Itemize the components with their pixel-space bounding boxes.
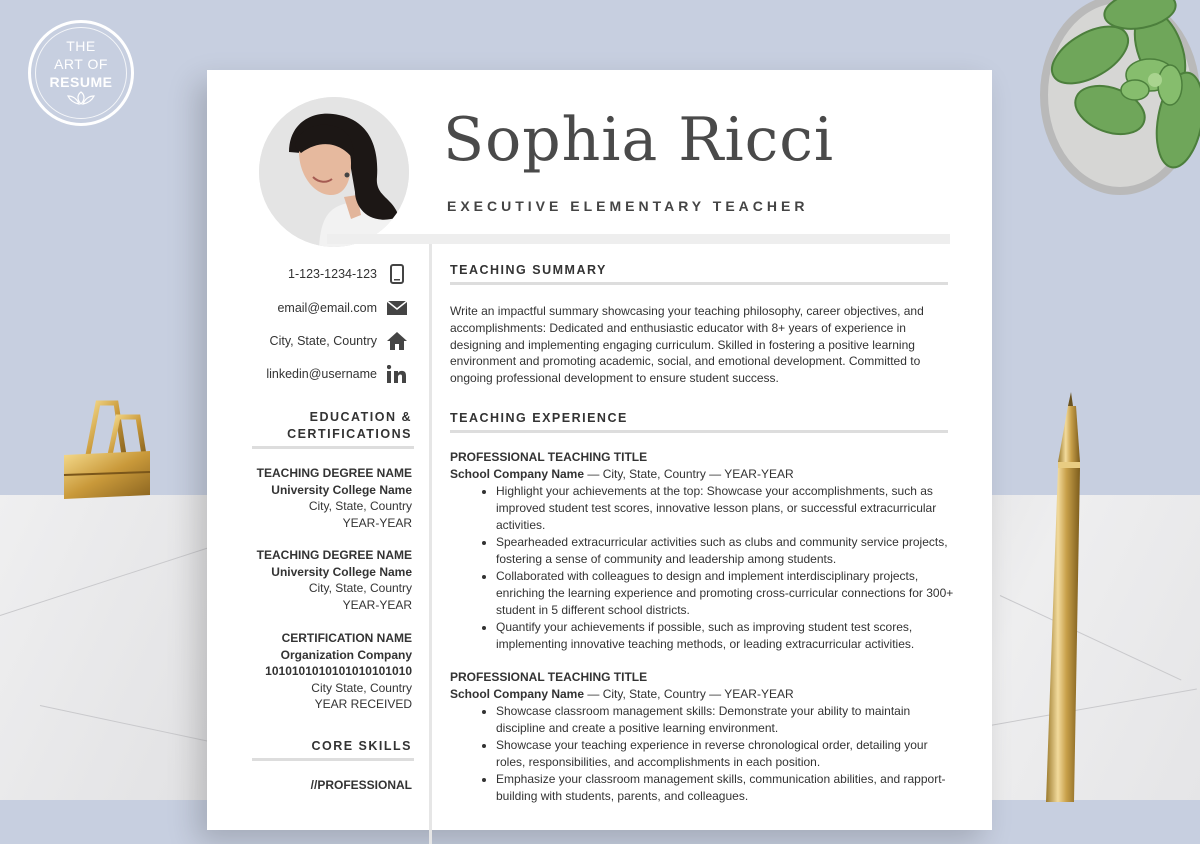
- skills-category: //PROFESSIONAL: [310, 778, 412, 792]
- column-divider: [429, 244, 432, 844]
- education-rule: [252, 446, 414, 449]
- experience-rule: [450, 430, 948, 433]
- list-item: • Showcase classroom management skills: Demonstrate your ability to maintain discipline and create a positive learning environment.: [496, 703, 955, 737]
- phone-icon: [387, 264, 407, 284]
- education-entry: TEACHING DEGREE NAME University College Name City, State, Country YEAR-YEAR: [256, 548, 412, 612]
- linkedin-icon: [387, 364, 407, 384]
- gold-pen: [1040, 392, 1080, 802]
- job-title: PROFESSIONAL TEACHING TITLE: [450, 450, 648, 464]
- education-entry: TEACHING DEGREE NAME University College Name City, State, Country YEAR-YEAR: [256, 466, 412, 530]
- resume-page: [207, 70, 992, 830]
- list-item: • Emphasize your classroom management skills, communication abilities, and rapport-building with students, parents, and colleagues.: [496, 771, 955, 805]
- envelope-icon: [387, 298, 407, 318]
- binder-clip: [58, 395, 154, 505]
- contact-email: email@email.com: [277, 298, 407, 318]
- contact-linkedin: linkedin@username: [266, 364, 407, 384]
- skills-heading: CORE SKILLS: [311, 739, 412, 753]
- summary-heading: TEACHING SUMMARY: [450, 263, 607, 277]
- contact-location: City, State, Country: [270, 331, 407, 351]
- job-company: School Company Name — City, State, Country — YEAR-YEAR: [450, 467, 794, 481]
- experience-entry: [450, 449, 955, 653]
- candidate-name: Sophia Ricci: [443, 105, 835, 175]
- job-bullets: [450, 483, 955, 653]
- house-icon: [387, 331, 407, 351]
- experience-entry: [450, 669, 955, 805]
- list-item: • Showcase your teaching experience in reverse chronological order, detailing your roles, responsibilities, and accomplishments in each position.: [496, 737, 955, 771]
- summary-text: Write an impactful summary showcasing your teaching philosophy, career objectives, and accomplishments: Dedicated and enthusiastic educator with 8+ years of experience in designing and implementing engaging curriculum. Skilled in fostering a positive learning environment and promoting academic, social, and emotional development. Committed to ongoing professional development to ensure student success.: [450, 304, 924, 386]
- contact-phone: 1-123-1234-123: [288, 264, 407, 284]
- experience-heading: TEACHING EXPERIENCE: [450, 411, 628, 425]
- job-title: PROFESSIONAL TEACHING TITLE: [450, 670, 648, 684]
- skills-rule: [252, 758, 414, 761]
- art-of-resume-logo: THE ART OF RESUME: [28, 20, 134, 126]
- summary-rule: [450, 282, 948, 285]
- list-item: • Spearheaded extracurricular activities such as clubs and community service projects, fostering a sense of community and leadership among students.: [496, 534, 955, 568]
- job-bullets: [450, 703, 955, 805]
- header-divider: [327, 234, 950, 244]
- list-item: • Quantify your achievements if possible, such as improving student test scores, implementing innovative teaching methods, or leading extracurricular activities.: [496, 619, 955, 653]
- succulent-plant: [1020, 0, 1200, 220]
- certification-entry: CERTIFICATION NAME Organization Company 1010101010101010101010 City State, Country YEAR RECEIVED: [265, 631, 412, 711]
- candidate-title: EXECUTIVE ELEMENTARY TEACHER: [447, 198, 809, 214]
- profile-photo: [259, 97, 409, 247]
- list-item: • Highlight your achievements at the top: Showcase your accomplishments, such as improved student test scores, innovative lesson plans, or successful extracurricular activities.: [496, 483, 955, 534]
- lotus-icon: [64, 91, 98, 105]
- list-item: • Collaborated with colleagues to design and implement interdisciplinary projects, enriching the learning experience and promoting cross-curricular connections for 300+ student in 5 different school districts.: [496, 568, 955, 619]
- job-company: School Company Name — City, State, Country — YEAR-YEAR: [450, 687, 794, 701]
- education-heading: EDUCATION & CERTIFICATIONS: [287, 410, 412, 441]
